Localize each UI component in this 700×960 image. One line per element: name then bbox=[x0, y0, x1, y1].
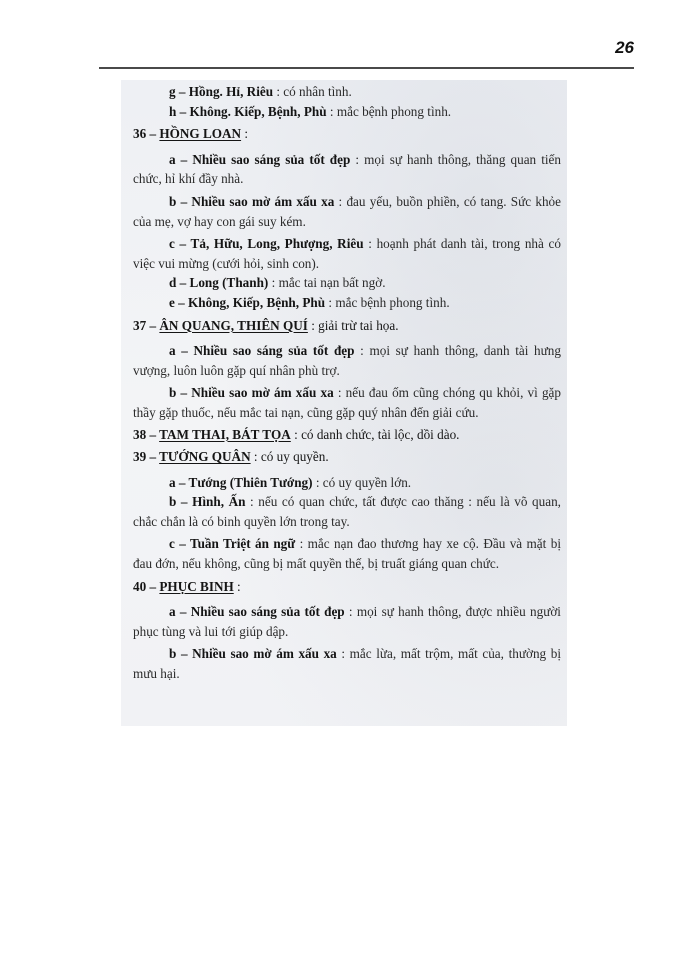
section-number: 36 – bbox=[133, 126, 160, 142]
item-text: : có uy quyền lớn. bbox=[312, 474, 412, 490]
item-36-d bbox=[133, 273, 561, 293]
item-text: : mọi sự hanh thông, được nhiều người phục tùng và lui tới giúp dập. bbox=[133, 604, 561, 639]
page-content bbox=[133, 82, 561, 684]
item-text: : mọi sự hanh thông, danh tài hưng vượng, luôn luôn gặp quí nhân phù trợ. bbox=[133, 343, 561, 378]
item-36-b bbox=[133, 192, 561, 231]
item-text: : mọi sự hanh thông, thăng quan tiến chức, hỉ khí đầy nhà. bbox=[133, 151, 561, 187]
section-number: 40 – bbox=[133, 578, 160, 594]
item-text: : mắc lừa, mất trộm, mất của, thường bị mưu hại. bbox=[133, 646, 561, 682]
item-37-b bbox=[133, 383, 561, 422]
item-36-a bbox=[133, 150, 561, 189]
item-label: a – Nhiều sao sáng sủa tốt đẹp bbox=[169, 604, 345, 620]
section-suffix: : giải trừ tai họa. bbox=[307, 317, 399, 333]
section-suffix: : bbox=[241, 126, 249, 142]
item-36-e bbox=[133, 293, 561, 313]
item-text: : mắc bệnh phong tình. bbox=[325, 294, 450, 310]
item-35-h bbox=[133, 102, 561, 122]
section-suffix: : có uy quyền. bbox=[250, 449, 329, 465]
item-label: g – Hồng. Hỉ, Riêu bbox=[169, 84, 274, 99]
section-heading-37 bbox=[133, 316, 561, 336]
item-text: : mắc nạn đao thương hay xe cộ. Đầu và mặt bị đau đớn, nếu không, cũng bị mất quyền thế, bị truất giáng quan chức. bbox=[133, 536, 561, 572]
item-40-b bbox=[133, 644, 561, 683]
page-number: 26 bbox=[615, 38, 634, 57]
section-suffix: : có danh chức, tài lộc, dồi dào. bbox=[290, 426, 460, 442]
item-36-c bbox=[133, 234, 561, 273]
section-title: HỒNG LOAN bbox=[159, 126, 242, 142]
section-title: ÂN QUANG, THIÊN QUÍ bbox=[159, 317, 308, 333]
item-39-a bbox=[133, 473, 561, 493]
section-heading-39 bbox=[133, 447, 561, 467]
section-heading-40 bbox=[133, 577, 561, 597]
scanned-page bbox=[121, 80, 567, 726]
item-label: c – Tuần Triệt án ngữ bbox=[169, 536, 296, 552]
item-text: : hoạnh phát danh tài, trong nhà có việc vui mừng (cưới hỏi, sinh con). bbox=[133, 236, 561, 271]
item-label: e – Không, Kiếp, Bệnh, Phù bbox=[169, 294, 326, 310]
item-text: : đau yếu, buồn phiền, có tang. Sức khỏe của mẹ, vợ hay con gái suy kém. bbox=[133, 193, 561, 229]
item-text: : có nhân tình. bbox=[273, 84, 352, 99]
item-label: b – Nhiều sao mờ ám xấu xa bbox=[169, 385, 334, 401]
item-35-g bbox=[133, 82, 561, 102]
section-suffix: : bbox=[233, 578, 241, 594]
section-title: PHỤC BINH bbox=[159, 578, 234, 594]
item-37-a bbox=[133, 341, 561, 380]
item-label: b – Nhiều sao mờ ám xấu xa bbox=[169, 193, 335, 209]
item-label: a – Nhiều sao sáng sủa tốt đẹp bbox=[169, 151, 351, 167]
section-title: TƯỚNG QUÂN bbox=[159, 449, 251, 465]
item-40-a bbox=[133, 602, 561, 641]
item-label: a – Nhiều sao sáng sủa tốt đẹp bbox=[169, 343, 355, 359]
item-label: b – Nhiều sao mờ ám xấu xa bbox=[169, 646, 337, 662]
item-text: : nếu đau ốm cũng chóng qu khỏi, vì gặp thầy gặp thuốc, nếu mắc tai nạn, cũng gặp quý nhân đến giải cứu. bbox=[133, 385, 561, 420]
item-label: c – Tả, Hữu, Long, Phượng, Riêu bbox=[169, 236, 364, 252]
header-rule bbox=[99, 67, 634, 69]
section-title: TAM THAI, BÁT TỌA bbox=[159, 426, 291, 442]
item-text: : nếu có quan chức, tất được cao thăng : nếu là võ quan, chắc chắn là có binh quyền lớn trong tay. bbox=[133, 494, 561, 529]
item-label: b – Hình, Ấn bbox=[169, 494, 246, 510]
section-number: 39 – bbox=[133, 449, 160, 465]
item-label: a – Tướng (Thiên Tướng) bbox=[169, 474, 313, 490]
section-number: 38 – bbox=[133, 426, 160, 442]
item-text: : mắc tai nạn bất ngờ. bbox=[268, 275, 386, 291]
item-label: d – Long (Thanh) bbox=[169, 275, 269, 291]
section-heading-36 bbox=[133, 124, 561, 144]
item-39-c bbox=[133, 534, 561, 573]
section-heading-38 bbox=[133, 425, 561, 445]
item-39-b bbox=[133, 492, 561, 531]
section-number: 37 – bbox=[133, 317, 160, 333]
item-text: : mắc bệnh phong tình. bbox=[326, 103, 452, 119]
item-label: h – Không. Kiếp, Bệnh, Phù bbox=[169, 103, 327, 119]
